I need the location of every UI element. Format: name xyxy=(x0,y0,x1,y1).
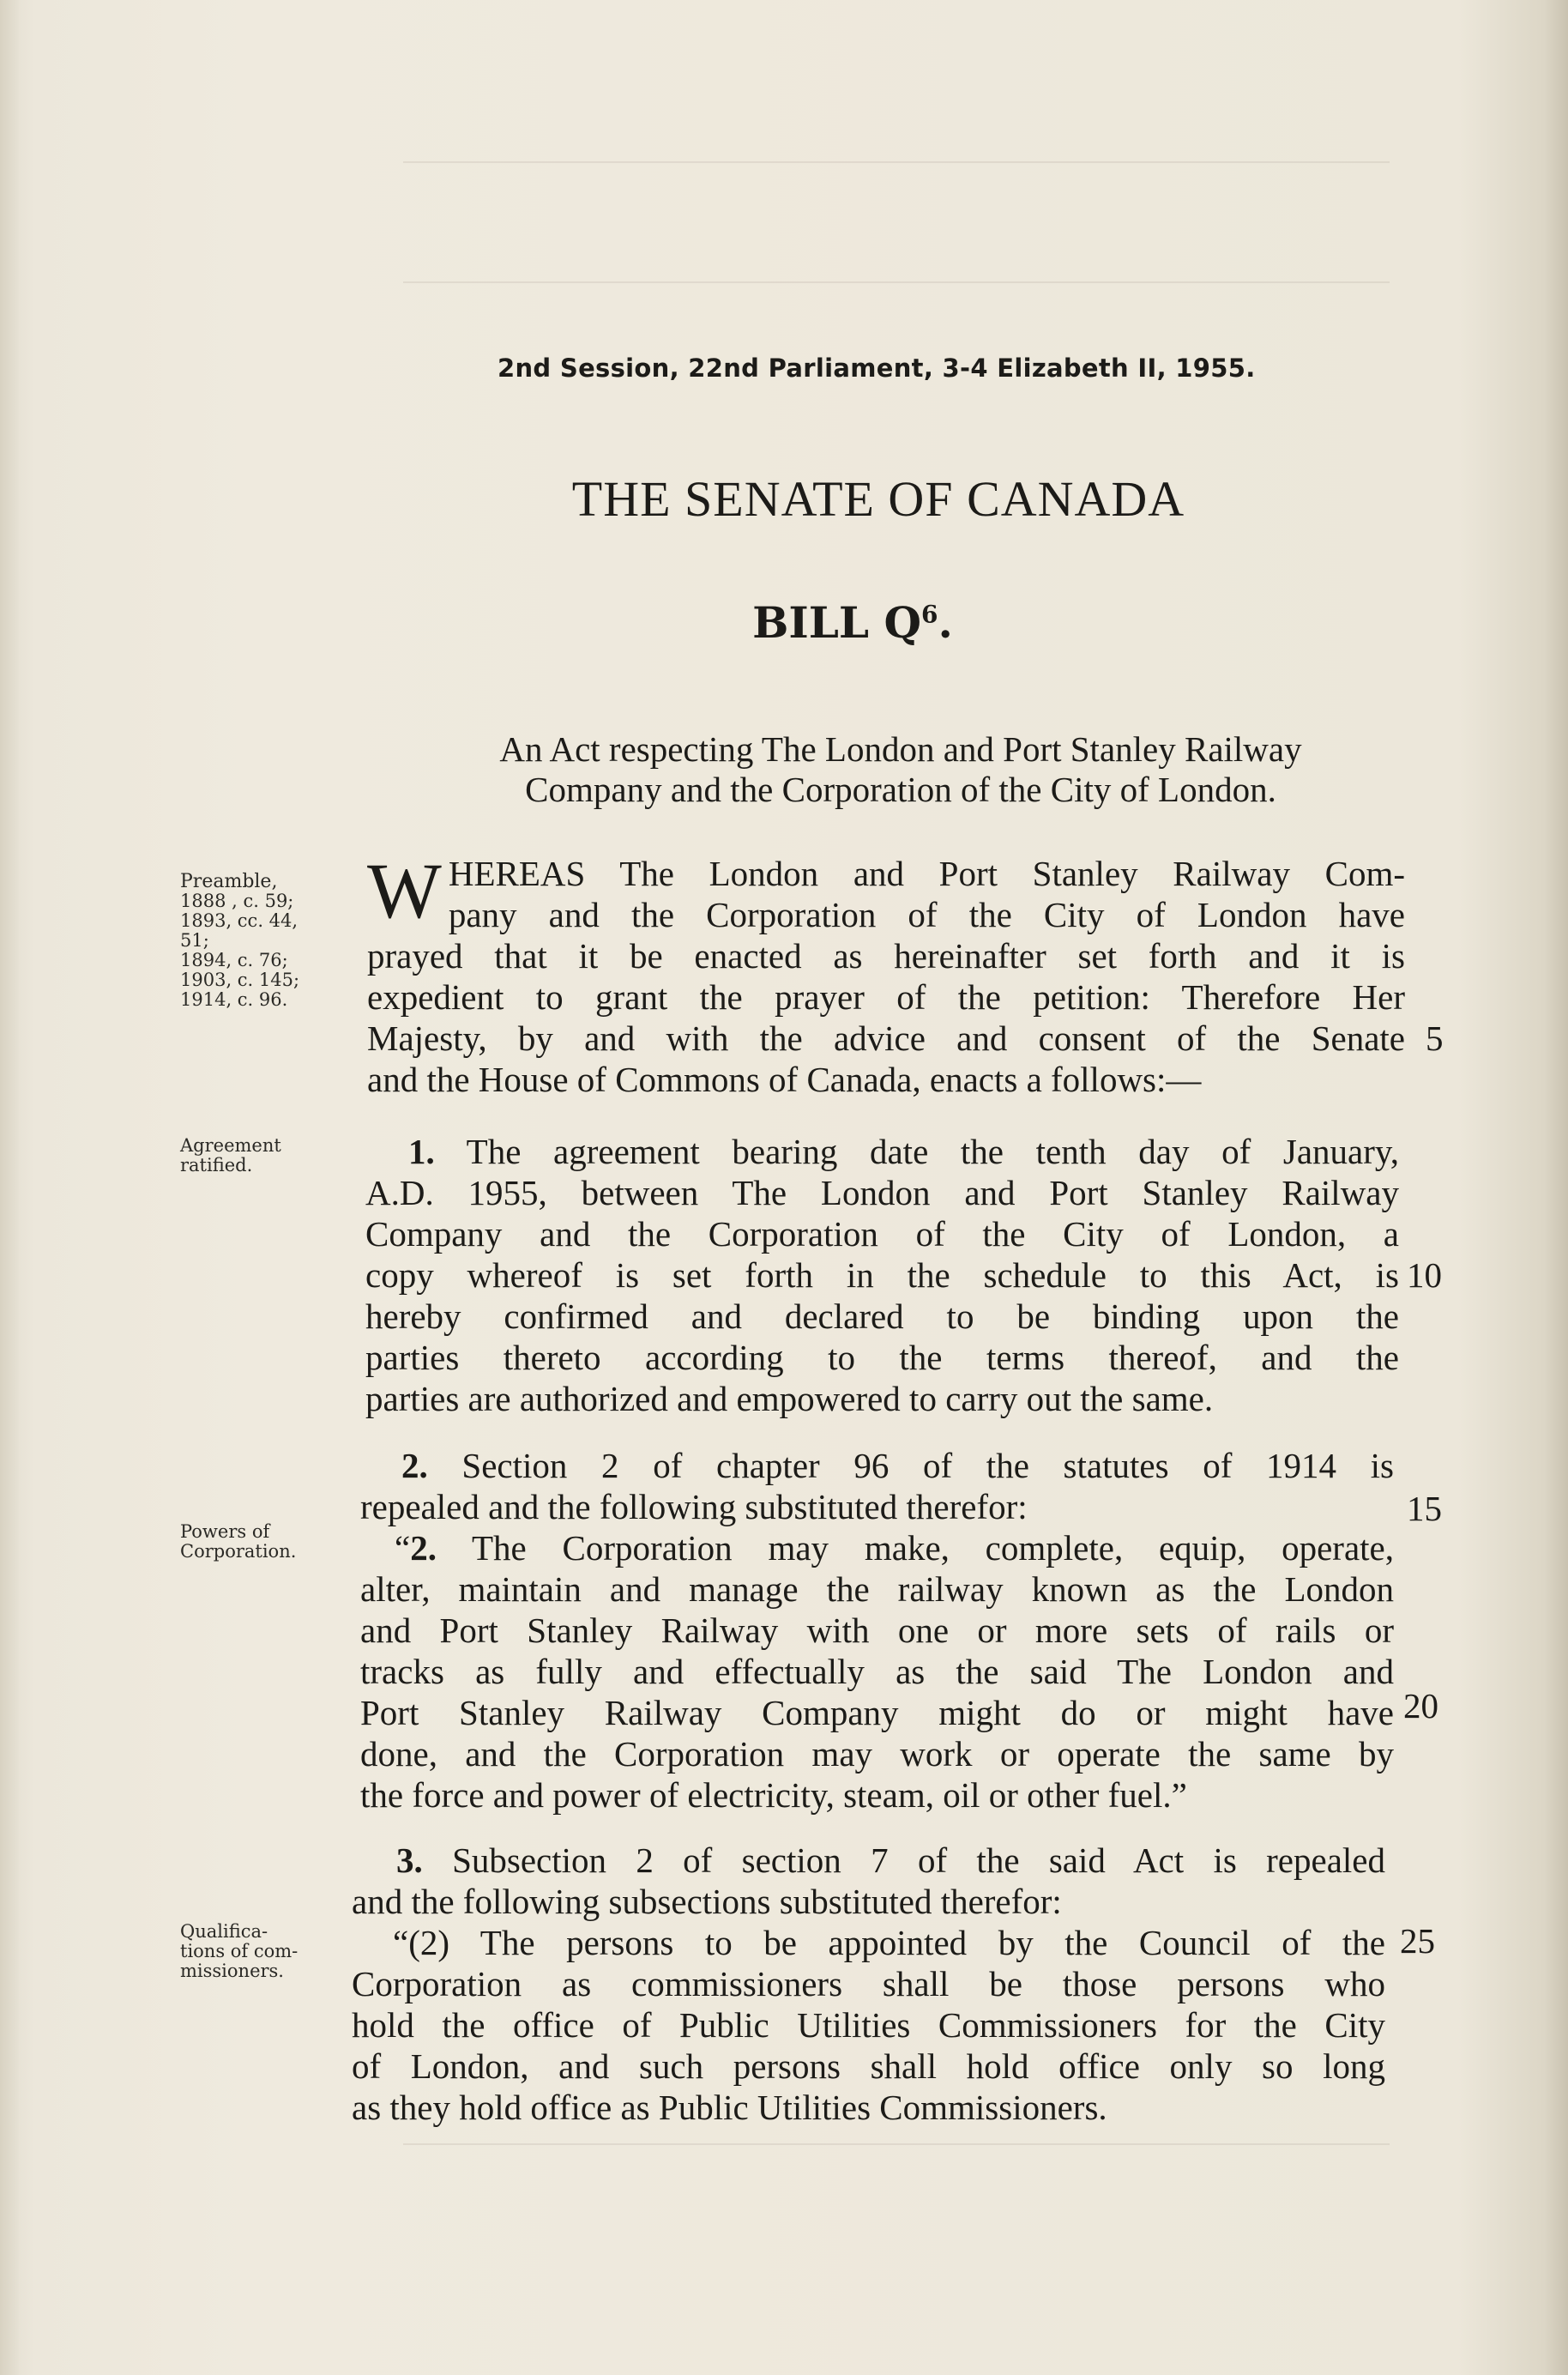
text-line: Majesty, by and with the advice and consent of the Senate xyxy=(367,1018,1405,1058)
margin-note-line: 1903, c. 145; xyxy=(180,970,300,990)
margin-note-line: Preamble, xyxy=(180,871,278,892)
page-gutter xyxy=(0,0,19,2375)
text-line: alter, maintain and manage the railway known as the London xyxy=(360,1569,1394,1609)
line-number: 10 xyxy=(1407,1255,1442,1295)
text-line: HEREAS The London and Port Stanley Railway Com- xyxy=(448,854,1405,893)
text-line xyxy=(360,1527,1394,1568)
margin-note-line: Powers of xyxy=(180,1521,270,1542)
text-line: parties are authorized and empowered to carry out the same. xyxy=(365,1379,1214,1418)
section-number: 2. xyxy=(410,1528,437,1568)
text-line: and the House of Commons of Canada, enacts a follows:— xyxy=(367,1060,1202,1099)
text-line: pany and the Corporation of the City of London have xyxy=(448,895,1405,934)
margin-note-powers xyxy=(180,1522,335,1562)
line-number: 25 xyxy=(1400,1921,1435,1961)
text-line xyxy=(365,1131,1399,1172)
act-title-line: Company and the Corporation of the City of London. xyxy=(525,770,1276,809)
line-number: 5 xyxy=(1426,1018,1444,1058)
text-line: and Port Stanley Railway with one or more sets of rails or xyxy=(360,1611,1394,1650)
bill-title xyxy=(0,597,1568,648)
section-1 xyxy=(365,1131,1399,1419)
session-header: 2nd Session, 22nd Parliament, 3-4 Elizabeth II, 1955. xyxy=(498,354,1256,383)
text-line: as they hold office as Public Utilities Commissioners. xyxy=(352,2088,1107,2127)
text-line: prayed that it be enacted as hereinafter set forth and it is xyxy=(367,936,1405,976)
text-line: copy whereof is set forth in the schedule to this Act, is xyxy=(365,1255,1399,1295)
text-line: Company and the Corporation of the City of London, a xyxy=(365,1214,1399,1254)
text-line: done, and the Corporation may work or operate the same by xyxy=(360,1734,1394,1774)
section-number: 1. xyxy=(408,1132,435,1171)
margin-note-agreement xyxy=(180,1136,335,1175)
text-line: tracks as fully and effectually as the said The London and xyxy=(360,1652,1394,1691)
section-number: 2. xyxy=(401,1446,428,1485)
margin-note-line: missioners. xyxy=(180,1961,284,1981)
margin-note-line: Qualifica- xyxy=(180,1921,268,1942)
text-line: and the following subsections substituted therefor: xyxy=(352,1882,1062,1921)
bleed-through-rule xyxy=(403,2143,1390,2145)
margin-note-line: 1888 , c. 59; xyxy=(180,891,294,911)
section-3 xyxy=(352,1840,1385,2128)
text-line: hereby confirmed and declared to be binding upon the xyxy=(365,1296,1399,1336)
section-2 xyxy=(360,1445,1394,1816)
section-number: 3. xyxy=(396,1840,423,1880)
text-line: Corporation as commissioners shall be those persons who xyxy=(352,1964,1385,2003)
text-line xyxy=(352,1840,1385,1881)
line-number: 15 xyxy=(1407,1489,1442,1528)
act-title xyxy=(369,729,1432,810)
text-line: expedient to grant the prayer of the petition: Therefore Her xyxy=(367,977,1405,1017)
text-line: hold the office of Public Utilities Commissioners for the City xyxy=(352,2005,1385,2045)
bill-suffix: . xyxy=(938,597,953,648)
quote-mark: “ xyxy=(395,1528,411,1568)
margin-note-line: 1893, cc. 44, xyxy=(180,910,299,931)
text-line: the force and power of electricity, steam, oil or other fuel.” xyxy=(360,1775,1187,1815)
margin-note-line: 1914, c. 96. xyxy=(180,989,288,1010)
margin-note-line: Agreement xyxy=(180,1135,281,1156)
margin-note-preamble xyxy=(180,872,335,1010)
text-span: The agreement bearing date the tenth day of January, xyxy=(466,1132,1399,1171)
senate-title: THE SENATE OF CANADA xyxy=(571,471,1185,527)
bill-superscript: 6 xyxy=(921,600,938,629)
text-line xyxy=(360,1445,1394,1486)
text-line: Port Stanley Railway Company might do or might have xyxy=(360,1693,1394,1732)
text-span: The Corporation may make, complete, equip, operate, xyxy=(472,1528,1395,1568)
text-line: A.D. 1955, between The London and Port Stanley Railway xyxy=(365,1173,1399,1212)
bleed-through-rule xyxy=(403,161,1390,163)
margin-note-line: Corporation. xyxy=(180,1541,297,1562)
text-span: Subsection 2 of section 7 of the said Act is repealed xyxy=(452,1840,1385,1880)
margin-note-line: 1894, c. 76; xyxy=(180,950,288,970)
margin-note-line: ratified. xyxy=(180,1155,253,1175)
bill-label: BILL Q xyxy=(752,597,922,648)
margin-note-line: 51; xyxy=(180,930,209,951)
text-line: of London, and such persons shall hold office only so long xyxy=(352,2046,1385,2086)
margin-note-line: tions of com- xyxy=(180,1941,299,1961)
bleed-through-rule xyxy=(403,281,1390,283)
act-title-line: An Act respecting The London and Port Stanley Railway xyxy=(499,729,1302,769)
text-line: “(2) The persons to be appointed by the Council of the xyxy=(393,1923,1385,1962)
text-line: repealed and the following substituted therefor: xyxy=(360,1487,1028,1526)
preamble xyxy=(367,847,1405,1100)
line-number: 20 xyxy=(1403,1686,1438,1725)
margin-note-qualifications xyxy=(180,1922,335,1981)
dropcap: W xyxy=(367,847,442,934)
text-span: Section 2 of chapter 96 of the statutes of 1914 is xyxy=(461,1446,1395,1485)
text-line: parties thereto according to the terms thereof, and the xyxy=(365,1338,1399,1377)
